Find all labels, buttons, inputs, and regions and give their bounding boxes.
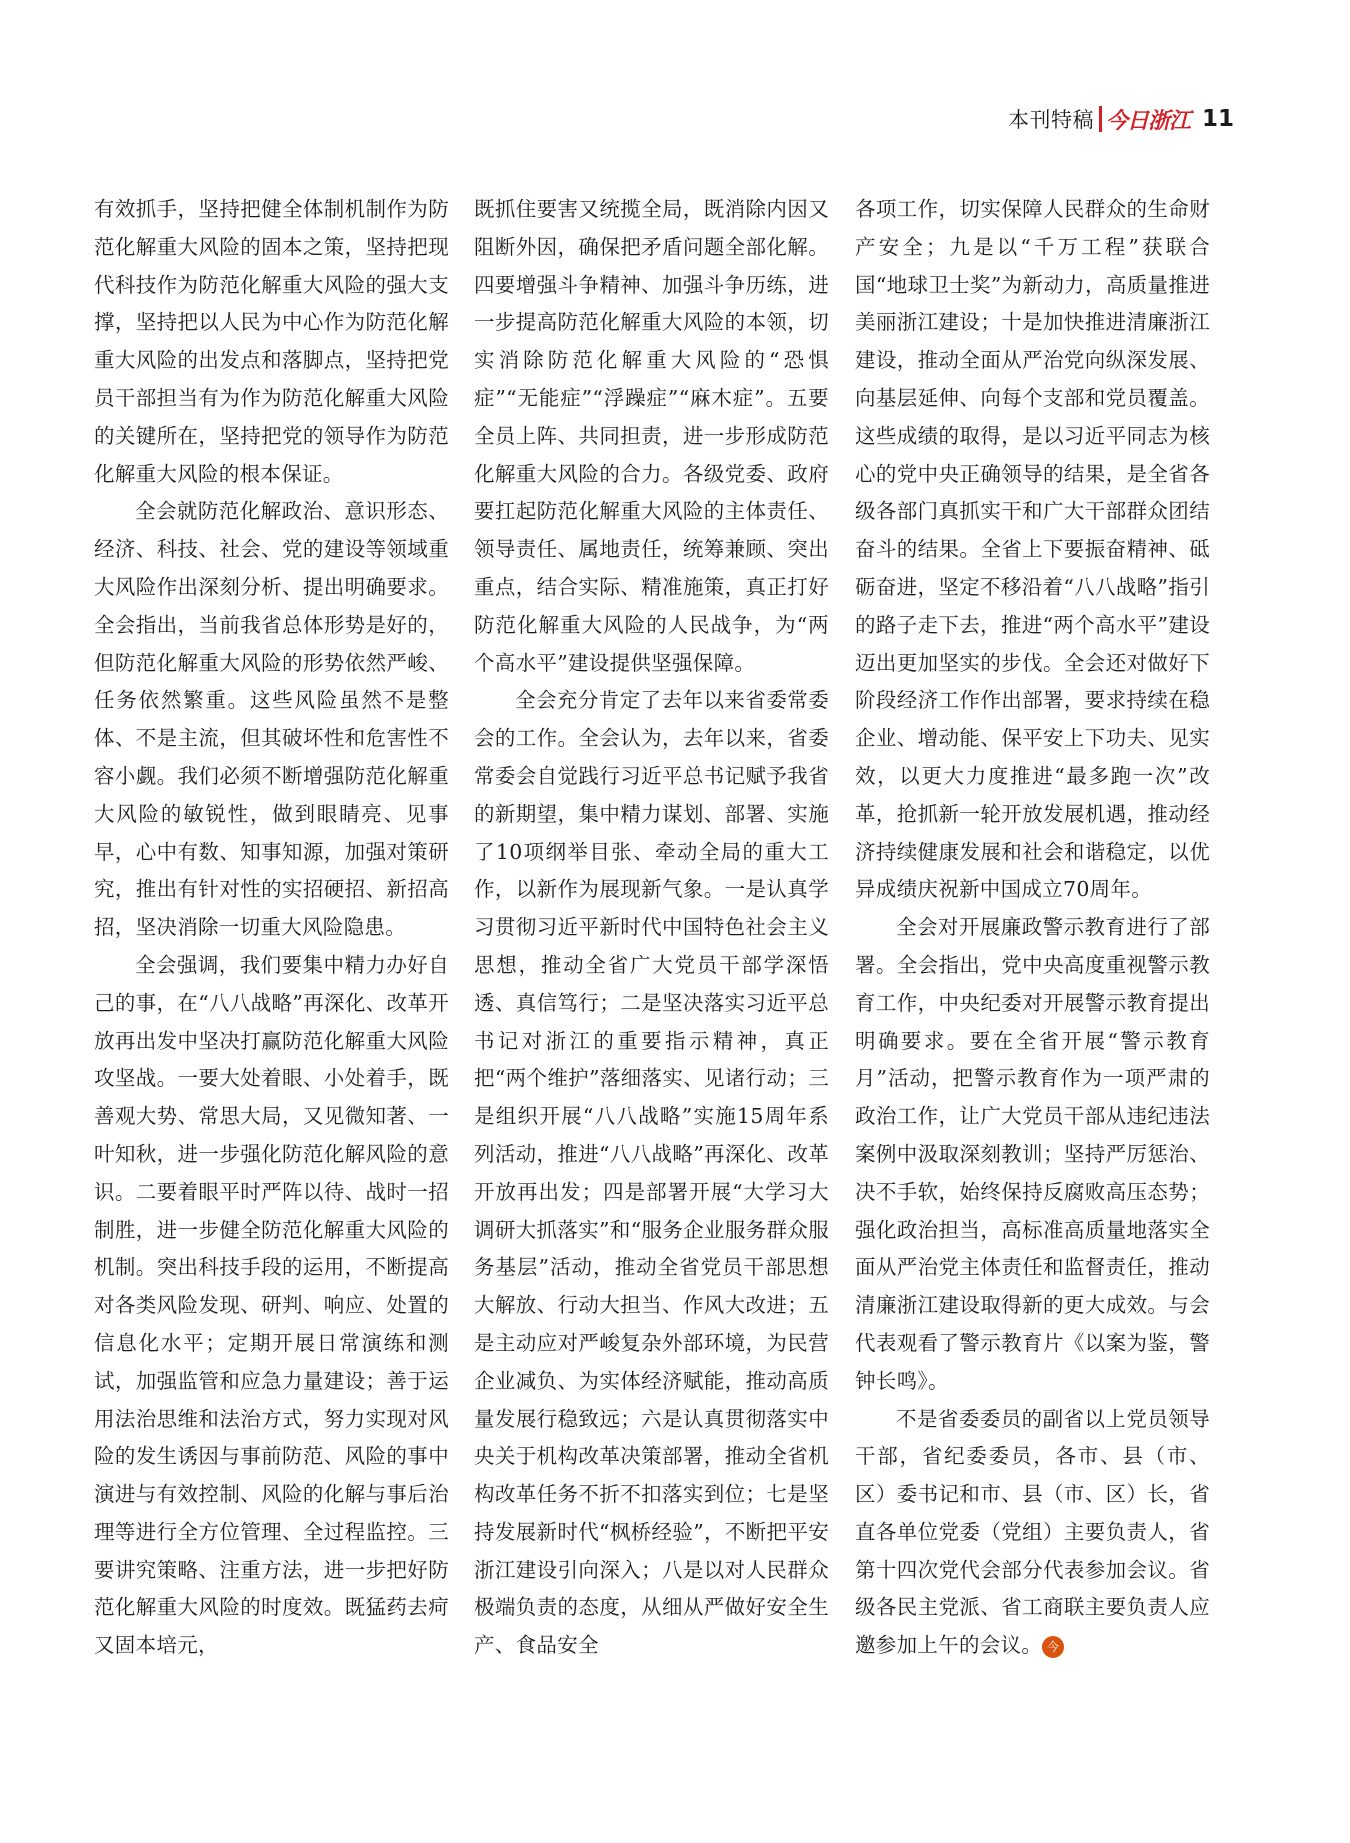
text-column-3 [855, 191, 1210, 1665]
paragraph [855, 191, 1210, 909]
text-column-2 [474, 191, 829, 1665]
paragraph [94, 191, 449, 493]
paragraph [474, 682, 829, 1665]
paragraph-text: 有效抓手，坚持把健全体制机制作为防范化解重大风险的固本之策，坚持把现代科技作为防范化解重大风险的强大支撑，坚持把以人民为中心作为防范化解重大风险的出发点和落脚点，坚持把党员干部担当有为作为防范化解重大风险的关键所在，坚持把党的领导作为防范化解重大风险的根本保证。 [94, 197, 449, 486]
paragraph-text: 既抓住要害又统揽全局，既消除内因又阻断外因，确保把矛盾问题全部化解。四要增强斗争精神、加强斗争历练，进一步提高防范化解重大风险的本领，切实消除防范化解重大风险的“恐惧症”“无能症”“浮躁症”“麻木症”。五要全员上阵、共同担责，进一步形成防范化解重大风险的合力。各级党委、政府要扛起防范化解重大风险的主体责任、领导责任、属地责任，统筹兼顾、突出重点，结合实际、精准施策，真正打好防范化解重大风险的人民战争，为“两个高水平”建设提供坚强保障。 [474, 197, 829, 675]
paragraph-text: 全会强调，我们要集中精力办好自己的事，在“八八战略”再深化、改革开放再出发中坚决打赢防范化解重大风险攻坚战。一要大处着眼、小处着手，既善观大势、常思大局，又见微知著、一叶知秋，进一步强化防范化解风险的意识。二要着眼平时严阵以待、战时一招制胜，进一步健全防范化解重大风险的机制。突出科技手段的运用，不断提高对各类风险发现、研判、响应、处置的信息化水平；定期开展日常演练和测试，加强监管和应急力量建设；善于运用法治思维和法治方式，努力实现对风险的发生诱因与事前防范、风险的事中演进与有效控制、风险的化解与事后治理等进行全方位管理、全过程监控。三要讲究策略、注重方法，进一步把好防范化解重大风险的时度效。既猛药去疴又固本培元， [94, 952, 449, 1658]
paragraph [474, 191, 829, 682]
section-label: 本刊特稿 [1008, 108, 1094, 132]
paragraph [855, 1401, 1210, 1666]
paragraph-text: 全会对开展廉政警示教育进行了部署。全会指出，党中央高度重视警示教育工作，中央纪委对开展警示教育提出明确要求。要在全省开展“警示教育月”活动，把警示教育作为一项严肃的政治工作，让广大党员干部从违纪违法案例中汲取深刻教训；坚持严厉惩治、决不手软，始终保持反腐败高压态势；强化政治担当，高标准高质量地落实全面从严治党主体责任和监督责任，推动清廉浙江建设取得新的更大成效。与会代表观看了警示教育片《以案为鉴，警钟长鸣》。 [855, 915, 1210, 1393]
magazine-logo: 今日浙江 [1106, 107, 1191, 134]
paragraph-text: 全会充分肯定了去年以来省委常委会的工作。全会认为，去年以来，省委常委会自觉践行习近平总书记赋予我省的新期望，集中精力谋划、部署、实施了10项纲举目张、牵动全局的重大工作，以新作为展现新气象。一是认真学习贯彻习近平新时代中国特色社会主义思想，推动全省广大党员干部学深悟透、真信笃行；二是坚决落实习近平总书记对浙江的重要指示精神，真正把“两个维护”落细落实、见诸行动；三是组织开展“八八战略”实施15周年系列活动，推进“八八战略”再深化、改革开放再出发；四是部署开展“大学习大调研大抓落实”和“服务企业服务群众服务基层”活动，推动全省党员干部思想大解放、行动大担当、作风大改进；五是主动应对严峻复杂外部环境，为民营企业减负、为实体经济赋能，推动高质量发展行稳致远；六是认真贯彻落实中央关于机构改革决策部署，推动全省机构改革任务不折不扣落实到位；七是坚持发展新时代“枫桥经验”，不断把平安浙江建设引向深入；八是以对人民群众极端负责的态度，从细从严做好安全生产、食品安全 [474, 688, 829, 1658]
paragraph [94, 947, 449, 1665]
page-header [1008, 102, 1234, 136]
paragraph [94, 493, 449, 947]
text-column-1 [94, 191, 449, 1665]
paragraph-text: 不是省委委员的副省以上党员领导干部，省纪委委员，各市、县（市、区）委书记和市、县（市、区）长，省直各单位党委（党组）主要负责人，省第十四次党代会部分代表参加会议。省级各民主党派、省工商联主要负责人应邀参加上午的会议。 [855, 1406, 1210, 1658]
page-number: 11 [1202, 106, 1235, 132]
paragraph-text: 各项工作，切实保障人民群众的生命财产安全；九是以“千万工程”获联合国“地球卫士奖”为新动力，高质量推进美丽浙江建设；十是加快推进清廉浙江建设，推动全面从严治党向纵深发展、向基层延伸、向每个支部和党员覆盖。这些成绩的取得，是以习近平同志为核心的党中央正确领导的结果，是全省各级各部门真抓实干和广大干部群众团结奋斗的结果。全省上下要振奋精神、砥砺奋进，坚定不移沿着“八八战略”指引的路子走下去，推进“两个高水平”建设迈出更加坚实的步伐。全会还对做好下阶段经济工作作出部署，要求持续在稳企业、增动能、保平安上下功夫、见实效，以更大力度推进“最多跑一次”改革，抢抓新一轮开放发展机遇，推动经济持续健康发展和社会和谐稳定，以优异成绩庆祝新中国成立70周年。 [855, 197, 1210, 902]
article-end-icon: 今 [1042, 1636, 1064, 1658]
paragraph [855, 909, 1210, 1400]
paragraph-text: 全会就防范化解政治、意识形态、经济、科技、社会、党的建设等领域重大风险作出深刻分析、提出明确要求。全会指出，当前我省总体形势是好的，但防范化解重大风险的形势依然严峻、任务依然繁重。这些风险虽然不是整体、不是主流，但其破坏性和危害性不容小觑。我们必须不断增强防范化解重大风险的敏锐性，做到眼睛亮、见事早，心中有数、知事知源，加强对策研究，推出有针对性的实招硬招、新招高招，坚决消除一切重大风险隐患。 [94, 499, 449, 940]
header-divider [1099, 106, 1102, 132]
